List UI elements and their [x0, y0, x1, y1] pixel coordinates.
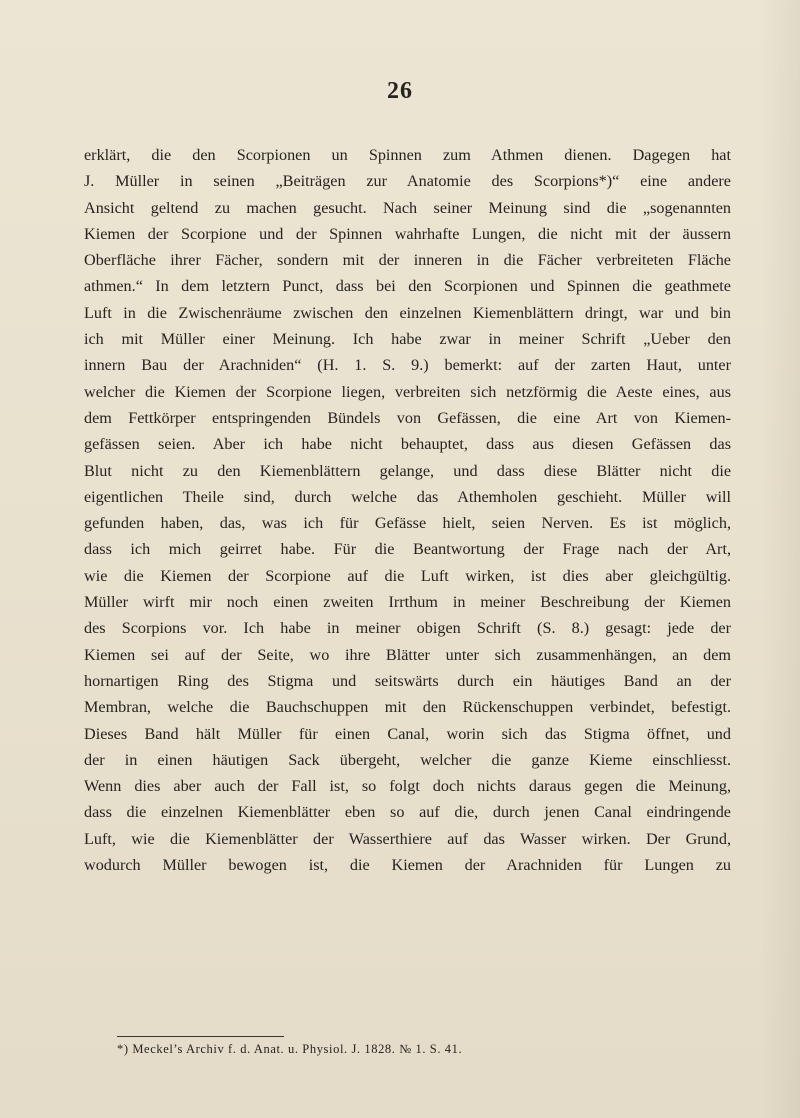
footnote: *) Meckel’s Archiv f. d. Anat. u. Physiol. J. 1828. № 1. S. 41. [117, 1042, 463, 1056]
text-line: Müller wirft mir noch einen zweiten Irrthum in meiner Beschreibung der Kiemen [84, 593, 731, 612]
text-line: eigentlichen Theile sind, durch welche das Athemholen geschieht. Müller will [84, 487, 731, 506]
text-line: gefunden haben, das, was ich für Gefässe hielt, seien Nerven. Es ist möglich, [84, 514, 731, 533]
text-line: Wenn dies aber auch der Fall ist, so folgt doch nichts daraus gegen die Meinung, [84, 777, 731, 796]
text-line: dass ich mich geirret habe. Für die Beantwortung der Frage nach der Art, [84, 540, 731, 559]
text-line: des Scorpions vor. Ich habe in meiner obigen Schrift (S. 8.) gesagt: jede der [84, 619, 731, 638]
text-line: wodurch Müller bewogen ist, die Kiemen der Arachniden für Lungen zu [84, 856, 731, 875]
page-number: 26 [387, 78, 413, 104]
text-line: innern Bau der Arachniden“ (H. 1. S. 9.) bemerkt: auf der zarten Haut, unter [84, 356, 731, 375]
text-line: erklärt, die den Scorpionen un Spinnen zum Athmen dienen. Dagegen hat [84, 146, 731, 164]
text-line: Oberfläche ihrer Fächer, sondern mit der inneren in die Fächer verbreiteten Fläche [84, 251, 731, 270]
text-line: J. Müller in seinen „Beiträgen zur Anatomie des Scorpions*)“ eine andere [84, 172, 731, 191]
page-edge-shadow [760, 0, 800, 1118]
text-line: Dieses Band hält Müller für einen Canal, worin sich das Stigma öffnet, und [84, 724, 731, 743]
text-line: ich mit Müller einer Meinung. Ich habe zwar in meiner Schrift „Ueber den [84, 330, 731, 349]
text-line: wie die Kiemen der Scorpione auf die Luft wirken, ist dies aber gleichgültig. [84, 566, 731, 585]
body-text [84, 142, 731, 878]
text-line: athmen.“ In dem letztern Punct, dass bei den Scorpionen und Spinnen die geathmete [84, 277, 731, 296]
text-line: der in einen häutigen Sack übergeht, welcher die ganze Kieme einschliesst. [84, 750, 731, 769]
text-line: Luft in die Zwischenräume zwischen den einzelnen Kiemenblättern dringt, war und bin [84, 303, 731, 322]
text-line: hornartigen Ring des Stigma und seitswärts durch ein häutiges Band an der [84, 671, 731, 690]
text-line: Ansicht geltend zu machen gesucht. Nach seiner Meinung sind die „sogenannten [84, 198, 731, 217]
text-line: Blut nicht zu den Kiemenblättern gelange, und dass diese Blätter nicht die [84, 461, 731, 480]
text-line: dem Fettkörper entspringenden Bündels von Gefässen, die eine Art von Kiemen- [84, 408, 731, 427]
text-line: gefässen seien. Aber ich habe nicht behauptet, dass aus diesen Gefässen das [84, 435, 731, 454]
text-line: Luft, wie die Kiemenblätter der Wasserthiere auf das Wasser wirken. Der Grund, [84, 829, 731, 848]
text-line: Membran, welche die Bauchschuppen mit den Rückenschuppen verbindet, befestigt. [84, 698, 731, 717]
text-line: dass die einzelnen Kiemenblätter eben so auf die, durch jenen Canal eindringende [84, 803, 731, 822]
footnote-rule [117, 1036, 284, 1037]
text-line: Kiemen der Scorpione und der Spinnen wahrhafte Lungen, die nicht mit der äussern [84, 224, 731, 243]
text-line: welcher die Kiemen der Scorpione liegen, verbreiten sich netzförmig die Aeste eines, aus [84, 382, 731, 401]
text-line: Kiemen sei auf der Seite, wo ihre Blätter unter sich zusammenhängen, an dem [84, 645, 731, 664]
